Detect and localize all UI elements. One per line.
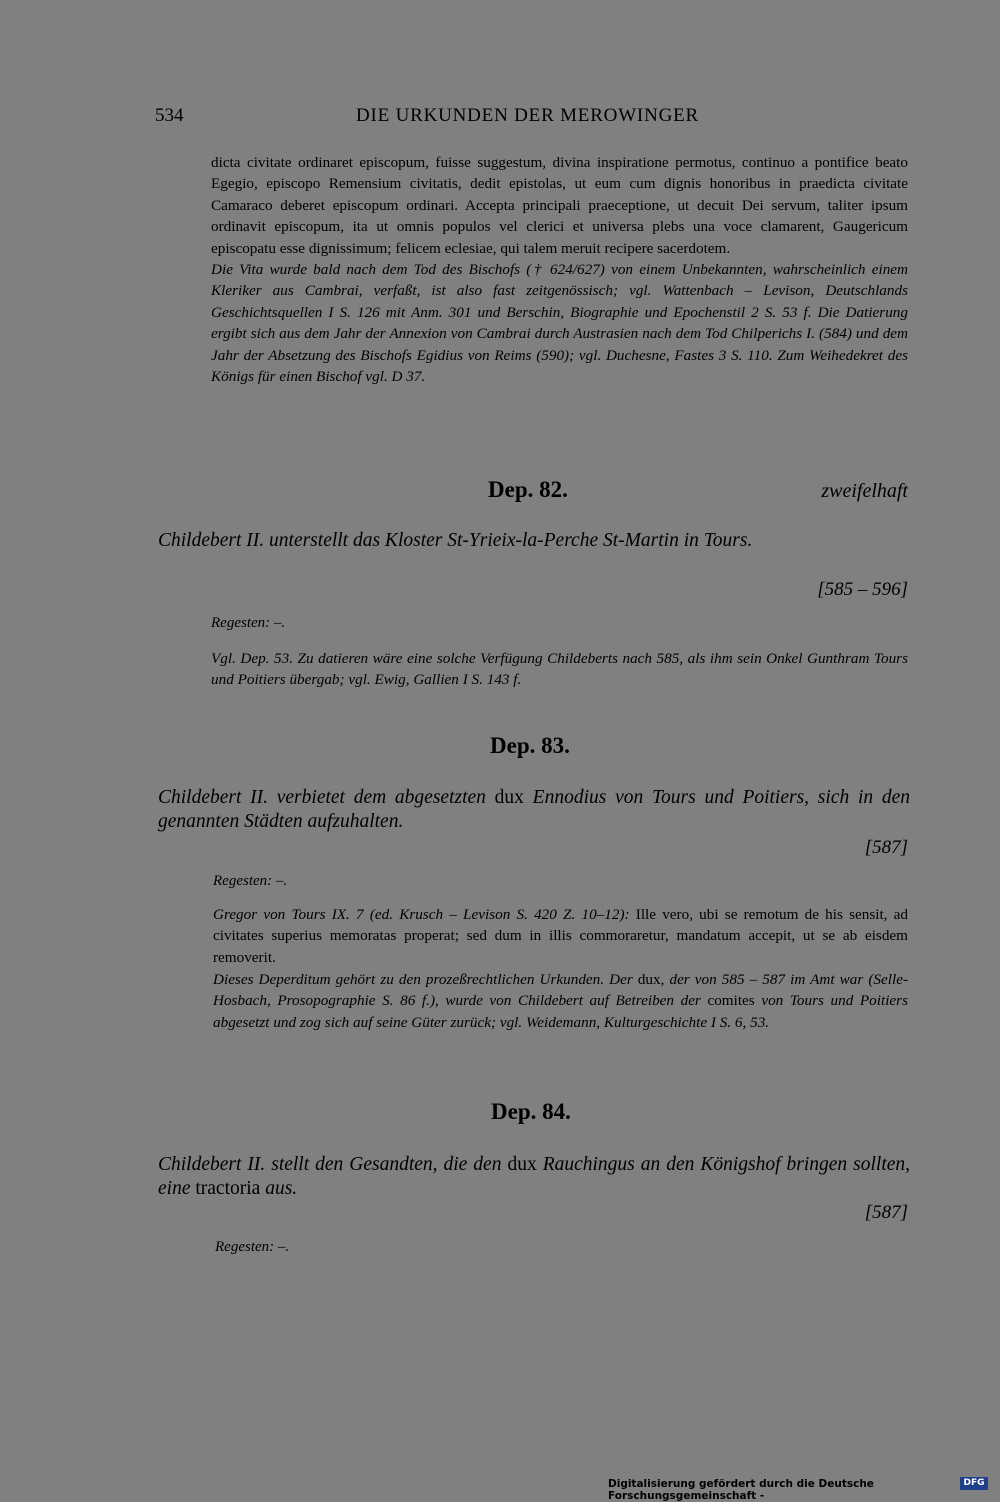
dep-83-heading: Dep. 83.	[490, 733, 570, 758]
dep-84-summary-term-tractoria: tractoria	[195, 1178, 261, 1199]
dep-83-commentary-term: dux,	[637, 971, 665, 988]
dep-83-commentary-part: von Tours und Poitiers abgesetzt und zog sich auf seine Güter zurück; vgl. Weidemann, Kulturgeschichte I S. 6, 53.	[213, 992, 908, 1031]
dep-84-heading: Dep. 84.	[491, 1099, 571, 1124]
dep-84-summary-part: Childebert II. stellt den Gesandten, die den	[158, 1154, 502, 1175]
dep-82-heading: Dep. 82.	[488, 477, 568, 502]
dep-82-regesten: Regesten: –.	[211, 615, 286, 631]
dep-84-summary	[158, 1153, 910, 1201]
dep-83-source-block	[213, 904, 908, 968]
dep-82-date: [585 – 596]	[817, 579, 908, 600]
intro-block	[211, 152, 908, 387]
dep-84-summary-part: Rauchingus an den Königshof bringen sollten, eine	[158, 1154, 911, 1199]
dep-82-note: Vgl. Dep. 53. Zu datieren wäre eine solche Verfügung Childeberts nach 585, als ihm sein Onkel Gunthram Tours und Poitiers übergab; vgl. Ewig, Gallien I S. 143 f.	[211, 650, 908, 689]
dep-82-flag: zweifelhaft	[821, 480, 908, 502]
page-number: 534	[155, 105, 184, 126]
dep-83-regesten: Regesten: –.	[213, 873, 288, 889]
dep-83-date: [587]	[864, 837, 908, 858]
dep-83-source-ref: Gregor von Tours IX. 7 (ed. Krusch – Levison S. 420 Z. 10–12):	[213, 906, 630, 923]
dep-83-summary	[158, 786, 910, 834]
dep-83-commentary	[213, 969, 908, 1033]
dep-84-date: [587]	[864, 1202, 908, 1223]
dfg-logo: DFG	[960, 1477, 988, 1490]
dep-83-summary-part: Ennodius von Tours und Poitiers, sich in den genannten Städten aufzuhalten.	[158, 787, 911, 832]
dep-83-source-text: Ille vero, ubi se remotum de his sensit, ad civitates superius memoratas properat; sed dum in illis commoraretur, mandatum accepit, ut se ab eisdem removerit.	[213, 906, 909, 966]
footer-credit: Digitalisierung gefördert durch die Deutsche Forschungsgemeinschaft -	[608, 1478, 874, 1502]
dep-83-commentary-term: comites	[707, 992, 755, 1010]
dep-83-commentary-part: Dieses Deperditum gehört zu den prozeßrechtlichen Urkunden. Der	[213, 971, 633, 988]
running-head: DIE URKUNDEN DER MEROWINGER	[356, 105, 699, 126]
intro-commentary: Die Vita wurde bald nach dem Tod des Bischofs († 624/627) von einem Unbekannten, wahrscheinlich einem Kleriker aus Cambrai, verfaßt, ist also fast zeitgenössisch; vgl. Wattenbach – Levison, Deutschlands Geschichtsquellen I S. 126 mit Anm. 301 und Berschin, Biographie und Epochenstil 2 S. 53 f. Die Datierung ergibt sich aus dem Jahr der Annexion von Cambrai durch Austrasien nach dem Tod Chilperichs I. (584) und dem Jahr der Absetzung des Bischofs Egidius von Reims (590); vgl. Duchesne, Fastes 3 S. 110. Zum Weihedekret des Königs für einen Bischof vgl. D 37.	[211, 261, 908, 386]
dep-84-summary-part: aus.	[265, 1178, 298, 1199]
dep-84-summary-term-dux: dux	[507, 1154, 537, 1175]
intro-latin-text: dicta civitate ordinaret episcopum, fuisse suggestum, divina inspiratione permotus, continuo a pontifice beato Egegio, episcopo Remensium civitatis, dedit epistolas, ut eum cum dignis honoribus in praedicta civitate Camaraco deberet episcopum ordinari. Accepta principali praeceptione, ut decuit Dei servum, taliter ipsum ordinavit episcopum, ita ut omnis populos vel clerici et universa plebs una voce clamarent, Gaugericum episcopatu esse dignissimum; felicem eclesiae, qui talem meruit recipere sacerdotem.	[211, 154, 908, 257]
dep-83-summary-term-dux: dux	[494, 787, 524, 808]
dep-84-regesten: Regesten: –.	[215, 1239, 290, 1255]
dep-83-summary-part: Childebert II. verbietet dem abgesetzten	[158, 787, 486, 808]
dep-83-commentary-part: der von 585 – 587 im Amt war (Selle-Hosbach, Prosopographie S. 86 f.), wurde von Childebert auf Betreiben der	[213, 971, 908, 1010]
dep-82-summary: Childebert II. unterstellt das Kloster St-Yrieix-la-Perche St-Martin in Tours.	[158, 530, 753, 551]
